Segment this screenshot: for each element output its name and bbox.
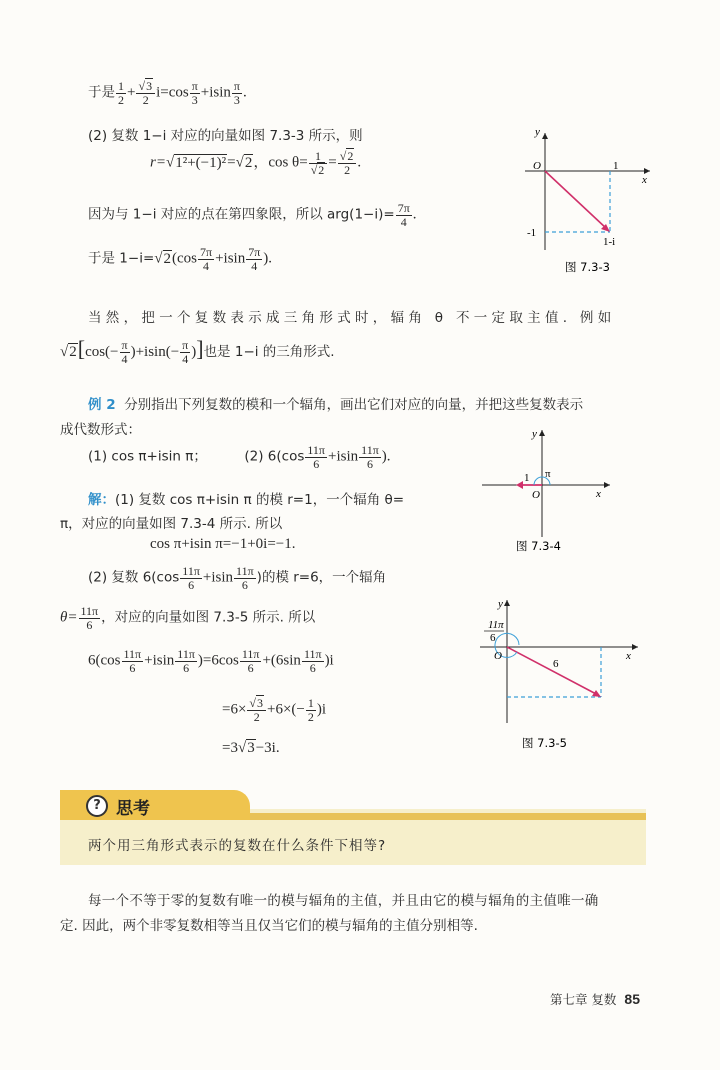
- text: 也是 1−i 的三角形式.: [203, 344, 335, 360]
- fraction: [240, 648, 262, 674]
- fraction: [309, 150, 328, 176]
- solution-line-3: cos π+isin π=−1+0i=−1.: [150, 536, 296, 552]
- solution-2-line-2: [60, 605, 315, 631]
- text: 分别指出下列复数的模和一个辐角，画出它们对应的向量，并把这些复数表示: [124, 397, 584, 413]
- solution-label: 解：: [88, 492, 115, 508]
- den: 6: [188, 577, 195, 592]
- text: 6(cos: [88, 652, 121, 669]
- text: +6×(−: [267, 701, 305, 718]
- text: =: [227, 154, 236, 171]
- text: .: [412, 206, 417, 223]
- fraction: [234, 565, 256, 591]
- answer-line-2: 定. 因此，两个非零复数相等当且仅当它们的模与辐角的主值分别相等.: [60, 918, 478, 934]
- text: +isin: [202, 569, 234, 586]
- num: 11π: [303, 647, 322, 661]
- text: 于是 1−i=: [88, 250, 155, 267]
- equation-line-1: 于是 $\frac{1}{2}$ + $\frac{√3}{2}$ i=cos $\frac{\pi}{3}$ +isin $\frac{\pi}{3}$ .: [88, 79, 247, 107]
- num: 7π: [397, 201, 410, 215]
- figure-caption: 图 7.3-3: [565, 260, 610, 274]
- text: .: [242, 84, 247, 101]
- num: 11π: [123, 647, 142, 661]
- num: π: [191, 79, 198, 93]
- example-label: 例 2: [88, 397, 116, 413]
- solution-line-2: π，对应的向量如图 7.3-4 所示. 所以: [60, 516, 283, 532]
- example-2: [88, 393, 583, 413]
- num: 11π: [307, 443, 325, 457]
- fraction: [198, 246, 214, 272]
- text: ，cos θ=: [253, 154, 308, 171]
- vector-arrow-icon: [516, 481, 523, 489]
- origin-label: O: [532, 489, 540, 501]
- vector-arrow-icon: [592, 690, 601, 697]
- radicand: 2: [163, 250, 171, 267]
- num: 1: [118, 79, 124, 93]
- page-number: 85: [624, 991, 640, 1007]
- num: π: [121, 338, 128, 353]
- length-label: 6: [553, 658, 559, 670]
- den: 6: [183, 660, 190, 675]
- radicand: 2: [318, 162, 325, 177]
- text: 因为与 1−i 对应的点在第四象限，所以 arg(1−i)=: [88, 206, 395, 223]
- den: 2: [344, 162, 351, 177]
- fraction: [246, 246, 262, 272]
- den: 4: [182, 352, 189, 367]
- num: 11π: [182, 564, 200, 578]
- text: )的模 r=6，一个辐角: [256, 569, 387, 586]
- think-question: 两个用三角形式表示的复数在什么条件下相等?: [88, 838, 387, 854]
- example-items: [88, 444, 391, 470]
- text: −3i.: [255, 740, 280, 756]
- x-label: x: [596, 488, 601, 500]
- origin-label: O: [533, 160, 541, 172]
- figure-7-3-5: [470, 595, 640, 755]
- note-line-2: √2[cos(− $\frac{\pi}{4}$ )+isin(− $\frac{\pi}{4}$ )]也是 1−i 的三角形式.: [60, 336, 335, 367]
- text: r=: [150, 154, 166, 171]
- num: 7π: [248, 245, 261, 259]
- example-2-cont: 成代数形式：: [60, 422, 141, 438]
- note-line-1: 当然，把一个复数表示成三角形式时，辐角 θ 不一定取主值. 例如: [88, 310, 616, 326]
- den: 2: [253, 709, 260, 724]
- text: 于是: [88, 84, 115, 101]
- text: +(6sin: [262, 652, 301, 669]
- num: 7π: [200, 245, 213, 259]
- angle-label-den: 6: [490, 632, 496, 644]
- den: 4: [251, 258, 258, 273]
- num: 11π: [361, 443, 379, 457]
- y-label: y: [532, 428, 537, 440]
- den: 6: [313, 456, 320, 471]
- text: ).: [381, 448, 391, 465]
- figure-7-3-4: [480, 425, 620, 560]
- fraction: [232, 80, 242, 106]
- num: 1: [307, 696, 314, 710]
- y-label: y: [535, 126, 540, 138]
- den: 4: [203, 258, 210, 273]
- equation-trig-form: 于是 1−i=√2(cos $\frac{7\pi}{4}$ +isin $\frac{7\pi}{4}$ ).: [88, 245, 273, 273]
- text: (1) 复数 cos π+isin π 的模 r=1，一个辐角 θ=: [115, 492, 405, 508]
- fraction: [247, 697, 266, 723]
- page-footer: [550, 990, 640, 1008]
- fraction: [175, 648, 197, 674]
- equation-arg: [88, 202, 417, 228]
- radicand: 1²+(−1)²: [175, 154, 227, 171]
- den: 6: [129, 660, 136, 675]
- den: 6: [309, 660, 316, 675]
- fraction: [116, 80, 126, 106]
- num: √3: [136, 80, 155, 94]
- fraction: [180, 339, 190, 365]
- den: 6: [366, 456, 373, 471]
- text: ，对应的向量如图 7.3-5 所示. 所以: [101, 609, 316, 626]
- angle-label: π: [545, 468, 551, 480]
- radicand: 2: [69, 344, 77, 360]
- x-label: x: [626, 650, 631, 662]
- fraction: [305, 444, 327, 470]
- text: ): [191, 344, 197, 360]
- x-arrow-icon: [604, 482, 610, 488]
- num: √2: [338, 150, 357, 164]
- den: 3: [191, 92, 198, 107]
- item-1: (1) cos π+isin π；: [88, 448, 207, 465]
- text: )=6cos: [197, 652, 239, 669]
- vector: [507, 647, 598, 695]
- num: 11π: [177, 647, 195, 661]
- text: cos(−: [85, 344, 119, 360]
- y-label: y: [498, 598, 503, 610]
- fraction: [306, 697, 316, 723]
- text: +isin: [144, 652, 175, 669]
- fraction: [396, 202, 412, 228]
- text: =3: [222, 740, 238, 756]
- calc-line-1: [88, 648, 334, 674]
- x-label: x: [642, 174, 647, 186]
- think-divider: [250, 813, 646, 820]
- radicand: 2: [347, 149, 354, 163]
- text: )i: [316, 701, 327, 718]
- text: +isin: [328, 448, 359, 465]
- fraction: [136, 80, 155, 106]
- den: 2: [118, 92, 124, 107]
- num: π: [233, 79, 240, 93]
- den: 2: [142, 92, 149, 107]
- num: 11π: [236, 564, 254, 578]
- tick-label: -1: [527, 227, 537, 239]
- length-label: 1: [524, 472, 530, 484]
- den: 6: [247, 660, 254, 675]
- angle-label-num: 11π: [488, 619, 504, 631]
- vector: [545, 171, 607, 229]
- figure-caption: 图 7.3-5: [522, 736, 567, 750]
- radicand: 3: [247, 740, 255, 756]
- paragraph-2: (2) 复数 1−i 对应的向量如图 7.3-3 所示，则: [88, 128, 363, 144]
- fraction: [190, 80, 200, 106]
- den: 4: [121, 352, 128, 367]
- text: .: [357, 154, 362, 171]
- x-arrow-icon: [632, 644, 638, 650]
- question-icon: ?: [86, 795, 108, 817]
- text: +isin: [200, 84, 231, 101]
- text: )i: [324, 652, 334, 669]
- y-arrow-icon: [542, 133, 548, 139]
- origin-label: O: [494, 650, 502, 662]
- fraction: [302, 648, 324, 674]
- calc-line-3: =3√3−3i.: [222, 740, 280, 756]
- fraction: [180, 565, 202, 591]
- answer-line-1: 每一个不等于零的复数有唯一的模与辐角的主值，并且由它的模与辐角的主值唯一确: [88, 893, 599, 909]
- text: )+isin(−: [130, 344, 180, 360]
- den: 6: [86, 617, 93, 632]
- text: (cos: [172, 250, 197, 267]
- think-title: 思考: [116, 799, 150, 819]
- den: 4: [400, 214, 407, 229]
- text: =6×: [222, 701, 247, 718]
- tick-label: 1: [613, 160, 619, 172]
- radicand: 2: [244, 154, 253, 171]
- fraction: [79, 605, 101, 631]
- item-2: (2) 6(cos: [244, 448, 305, 465]
- chapter-title: 第七章 复数: [549, 992, 617, 1007]
- num: 1: [309, 150, 328, 164]
- den: √2: [310, 162, 325, 177]
- fraction: [359, 444, 381, 470]
- fraction: [122, 648, 144, 674]
- den: 6: [241, 577, 248, 592]
- text: θ=: [60, 609, 78, 626]
- num: √3: [247, 697, 266, 711]
- fraction: [338, 150, 357, 176]
- equation-r: r=√1²+(−1)²=√2，cos θ= $\frac{1}{√2}$ = $\frac{√2}{2}$ .: [150, 149, 362, 177]
- y-arrow-icon: [504, 600, 510, 606]
- y-arrow-icon: [539, 430, 545, 436]
- num: 11π: [80, 604, 99, 618]
- solution-2-line-1: [88, 565, 386, 591]
- solution-line-1: [88, 488, 404, 508]
- text: +isin: [215, 250, 246, 267]
- num: 11π: [241, 647, 260, 661]
- num: π: [182, 338, 189, 353]
- calc-line-2: [222, 697, 326, 723]
- den: 2: [307, 709, 314, 724]
- den: 3: [233, 92, 240, 107]
- radicand: 3: [257, 696, 264, 710]
- text: i=cos: [156, 84, 189, 101]
- text: (2) 复数 6(cos: [88, 569, 180, 586]
- fraction: [120, 339, 130, 365]
- point-label: 1-i: [603, 236, 616, 248]
- text: ).: [263, 250, 273, 267]
- figure-caption: 图 7.3-4: [516, 539, 561, 553]
- radicand: 3: [146, 79, 153, 93]
- figure-7-3-3: [515, 125, 655, 285]
